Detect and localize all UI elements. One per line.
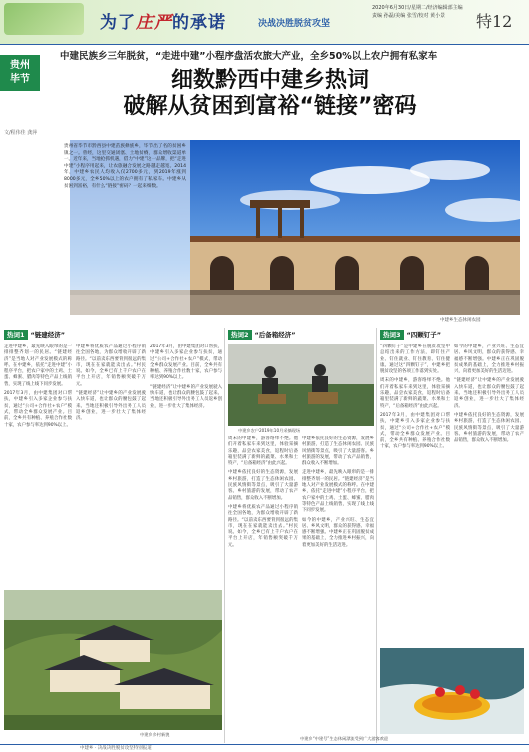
page-footer: 中建乡 · 决战决胜脱贫攻坚特别报道 — [0, 744, 529, 752]
column-divider — [376, 328, 377, 743]
masthead-subtitle: 决战决胜脱贫攻坚 — [258, 19, 331, 29]
article-column-3: 2017年3月，由中建集团对口帮扶，中建乡引入多家企业参与扶贫，通过“公司+合作社+农户”模式，带动全乡群众发展产业。目前，全乡共有种植、养殖合作社数十家，农户参与率达到90%以上。 “链建经济”让中建乡的产业发展驶入快车道，也让群众的腰包鼓了起来。当地还积极引导外出务工人员返乡创业，进一步壮大了集体经济。 — [150, 344, 222, 409]
article-column-1: 走进中建乡，最先映入眼帘的是一排排整齐划一的民居。“链建经济”是当地人对产业发展模式的称呼。在中建乡，依托“走进中建”小程序平台，把农户家中的土鸡、土蛋、蜂蜜、腊肉等特色产品上线销售，实现了线上线下同步发展。 2017年3月，由中建集团对口帮扶，中建乡引入多家企业参与扶贫，通过“公司+合作社+农户”模式，带动全乡群众发展产业。目前，全乡共有种植、养殖合作社数十家，农户参与率达到90%以上。 — [4, 344, 72, 428]
region-tab: 贵州 毕节 — [0, 55, 40, 91]
section-head-1: 热词1 “链建经济” — [4, 330, 65, 341]
village-caption: 中建乡乡村新貌 — [140, 732, 170, 737]
masthead-title: 为了庄严的承诺 — [100, 13, 226, 33]
rafting-photo — [380, 648, 524, 734]
page-number: 特12 — [476, 12, 513, 31]
hero-caption: 中建乡生态休闲农园 — [440, 318, 481, 323]
section-head-2: 热词2 “后备箱经济” — [228, 330, 296, 341]
masthead-date: 2020年6月30日/星期二/经济编辑部主编 责编 孙磊/美编 张雪/校对 黄小景 — [372, 5, 463, 19]
masthead-decoration — [4, 3, 84, 35]
kicker: 中建民族乡三年脱贫，“走进中建”小程序盘活农旅大产业，全乡50%以上农户拥有私家车 — [60, 51, 438, 62]
byline: 文/程伟佳 龚萍 — [4, 130, 38, 136]
masthead-rule — [0, 44, 529, 45]
column-divider — [224, 328, 225, 743]
market-caption: 中建乡农户2019年10月采摘现场 — [238, 428, 301, 433]
masthead — [0, 0, 529, 44]
article-column-2: 中建乡将优质农产品通过小程序销往全国各地，为群众增收开辟了新路径。“以前卖东西要背到很远的集市，现在在家就能卖出去。”村民说。如今，全乡已有上千户农户在平台上开店，年销售额突破千万元。 “链建经济”让中建乡的产业发展驶入快车道，也让群众的腰包鼓了起来。当地还积极引导外出务工人员返乡创业，进一步壮大了集体经济。 — [76, 344, 146, 422]
headline: 细数黔西中建乡热词 破解从贫困到富裕“链接”密码 — [123, 68, 417, 119]
article-column-4: 周末的中建乡，游客络绎不绝。他们开着私家车来到这里，体验采摘乐趣，品尝农家美食，返程时后备箱里装满了新鲜的蔬菜、水果和土特产，“后备箱经济”由此兴起。 中建乡依托良好的生态资源，发展乡村旅游，打造了生态休闲农园、民族风情街等景点，吸引了大量游客。乡村旅游的发展，带动了农产品销售，群众收入不断增加。 中建乡将优质农产品通过小程序销往全国各地，为群众增收开辟了新路径。“以前卖东西要背到很远的集市，现在在家就能卖出去。”村民说。如今，全乡已有上千户农户在平台上开店，年销售额突破千万元。 — [228, 436, 298, 548]
section-head-3: 热词3 “四颗钉子” — [380, 330, 441, 341]
market-photo — [228, 344, 374, 426]
village-photo — [4, 590, 222, 730]
article-column-5: 中建乡依托良好的生态资源，发展乡村旅游，打造了生态休闲农园、民族风情街等景点，吸引了大量游客。乡村旅游的发展，带动了农产品销售，群众收入不断增加。 走进中建乡，最先映入眼帘的是一排排整齐划一的民居。“链建经济”是当地人对产业发展模式的称呼。在中建乡，依托“走进中建”小程序平台，把农户家中的土鸡、土蛋、蜂蜜、腊肉等特色产品上线销售，实现了线上线下同步发展。 如今的中建乡，产业兴旺、生态宜居、乡风文明，群众的获得感、幸福感不断增强。中建乡正在巩固脱贫成果的基础上，全力推进乡村振兴，向着更加美好的生活迈进。 — [302, 436, 374, 548]
article-column-6: “四颗钉子”是中建乡在脱贫攻坚中总结出来的工作方法，即钉住产业、钉住就业、钉住教育、钉住健康。通过这“四颗钉子”，中建乡把脱贫攻坚的各项工作落到实处。 周末的中建乡，游客络绎不绝。他们开着私家车来到这里，体验采摘乐趣，品尝农家美食，返程时后备箱里装满了新鲜的蔬菜、水果和土特产，“后备箱经济”由此兴起。 2017年3月，由中建集团对口帮扶，中建乡引入多家企业参与扶贫，通过“公司+合作社+农户”模式，带动全乡群众发展产业。目前，全乡共有种植、养殖合作社数十家，农户参与率达到90%以上。 — [380, 344, 450, 450]
rafting-caption: 中建乡“中建号”生态休闲漂流受到广大游客欢迎 — [300, 736, 389, 741]
intro-paragraph: 贵州省毕节市黔西县中建苗族彝族乡，毕节出了名的贫困乡镇之一。曾经，这里交通闭塞、土地贫瘠，群众增收渠道单一。近年来，当地抢抓机遇，借力“中建”这一品牌，把“走进中建”小程序用起来，让农旅融合发展之路越走越宽。2014年，中建乡农民人均收入仅2700多元，到2019年涨到8000多元，全乡50%以上的农户拥有了私家车。中建乡从贫困到富裕，有什么“链接”密码？一起来细数。 — [60, 140, 190, 315]
article-column-7: 如今的中建乡，产业兴旺、生态宜居、乡风文明，群众的获得感、幸福感不断增强。中建乡正在巩固脱贫成果的基础上，全力推进乡村振兴，向着更加美好的生活迈进。 “链建经济”让中建乡的产业发展驶入快车道，也让群众的腰包鼓了起来。当地还积极引导外出务工人员返乡创业，进一步壮大了集体经济。 中建乡依托良好的生态资源，发展乡村旅游，打造了生态休闲农园、民族风情街等景点，吸引了大量游客。乡村旅游的发展，带动了农产品销售，群众收入不断增加。 — [454, 344, 524, 444]
